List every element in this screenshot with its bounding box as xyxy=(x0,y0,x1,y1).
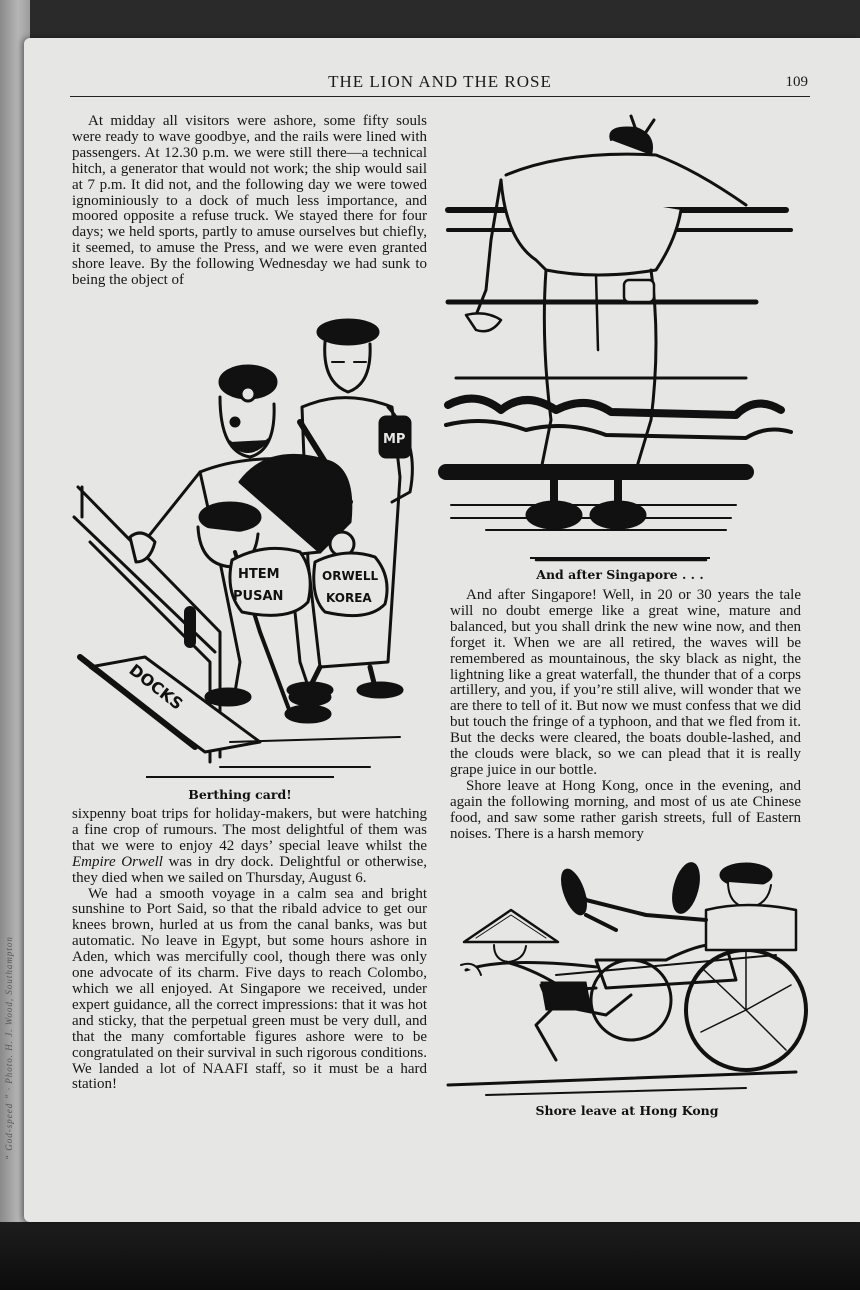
table-shadow xyxy=(0,1222,860,1290)
paragraph-rumours xyxy=(72,807,427,887)
hongkong-illustration xyxy=(446,860,806,1100)
singapore-rule xyxy=(530,557,710,559)
paragraph-midday xyxy=(72,114,427,289)
kitbag-label-4: KOREA xyxy=(326,591,372,605)
paragraph-voyage: We had a smooth voyage in a calm sea and bright sunshine to Port Said, so that the ribald advice to get our knees brown, hurled at us from the canal banks, was but automatic. No leave in Egypt, but some hours ashore in Aden, which was mercifully cool, though there was only one advocate of its charm. Five days to reach Colombo, which we all enjoyed. At Singapore we received, under expert guidance, all the correct impressions: that it was hot and sticky, that the perpetual green must be very dull, and that the many comfortable figures ashore were to be congratulated on their survival in such rigorous conditions. We landed a lot of NAAFI staff, so it must be a hard station! xyxy=(72,885,427,1093)
singapore-caption: And after Singapore . . . xyxy=(536,567,704,582)
page-number: 109 xyxy=(785,74,808,90)
berthing-illustration xyxy=(70,312,430,772)
berthing-rule xyxy=(146,776,334,778)
paragraph-rumours-text-1: sixpenny boat trips for holiday-makers, but were hatching a fine crop of rumours. The most delightful of them was that we were to enjoy 42 days’ special leave whilst the xyxy=(72,806,427,854)
dock-sign-label: DOCKS xyxy=(125,660,187,714)
paragraph-midday-text: At midday all visitors were ashore, some fifty souls were ready to wave goodbye, and the rails were lined with passengers. At 12.30 p.m. we were still there—a technical hitch, a generator that would not work; the ship would sail at 7 p.m. It did not, and the following day we were towed ignominiously to a dock of much less importance, and moored opposite a refuse truck. We stayed there for four days; we held sports, partly to amuse ourselves but chiefly, it seemed, to amuse the Press, and we were even granted shore leave. By the following Wednesday we had sunk to being the object of xyxy=(72,113,427,289)
kitbag-label-1: HTEM xyxy=(238,567,280,582)
paragraph-hong-kong: Shore leave at Hong Kong, once in the evening, and again the following morning, and most of us ate Chinese food, and saw some rather garish streets, full of Eastern noises. There is a harsh memory xyxy=(450,777,801,842)
berthing-caption: Berthing card! xyxy=(188,787,292,802)
left-bottom-text xyxy=(72,807,427,1093)
running-header xyxy=(70,70,810,97)
spine-credit: “ God-speed ” · Photo. H. J. Wood, Southampton xyxy=(4,936,14,1160)
running-title: THE LION AND THE ROSE xyxy=(328,72,552,91)
singapore-illustration xyxy=(446,120,806,560)
right-column-text xyxy=(450,588,801,843)
kitbag-label-2: PUSAN xyxy=(233,589,284,604)
kitbag-label-3: ORWELL xyxy=(322,569,379,583)
paragraph-rumours-text-2: was in dry dock. Delightful or otherwise, they died when we sailed on Thursday, August 6. xyxy=(72,853,427,886)
paragraph-after-singapore: And after Singapore! Well, in 20 or 30 years the tale will no doubt emerge like a great wine, mature and balanced, but you shall drink the new wine now, and then forget it. When we are all retired, the waves will be remembered as mountainous, the sky black as night, the lightning like a great waterfall, the thunder that of a corps artillery, and you, if you’re still alive, will wonder that we are there to tell of it. But now we must confess that we did but touch the fringe of a typhoon, and that we fled from it. But the decks were cleared, the boats double-lashed, and the clouds were black, so we can plead that it is really grape juice in our bottle. xyxy=(450,587,801,778)
ship-name: Empire Orwell xyxy=(72,853,163,870)
mp-armband-label: MP xyxy=(383,432,406,447)
hongkong-caption: Shore leave at Hong Kong xyxy=(535,1103,719,1118)
